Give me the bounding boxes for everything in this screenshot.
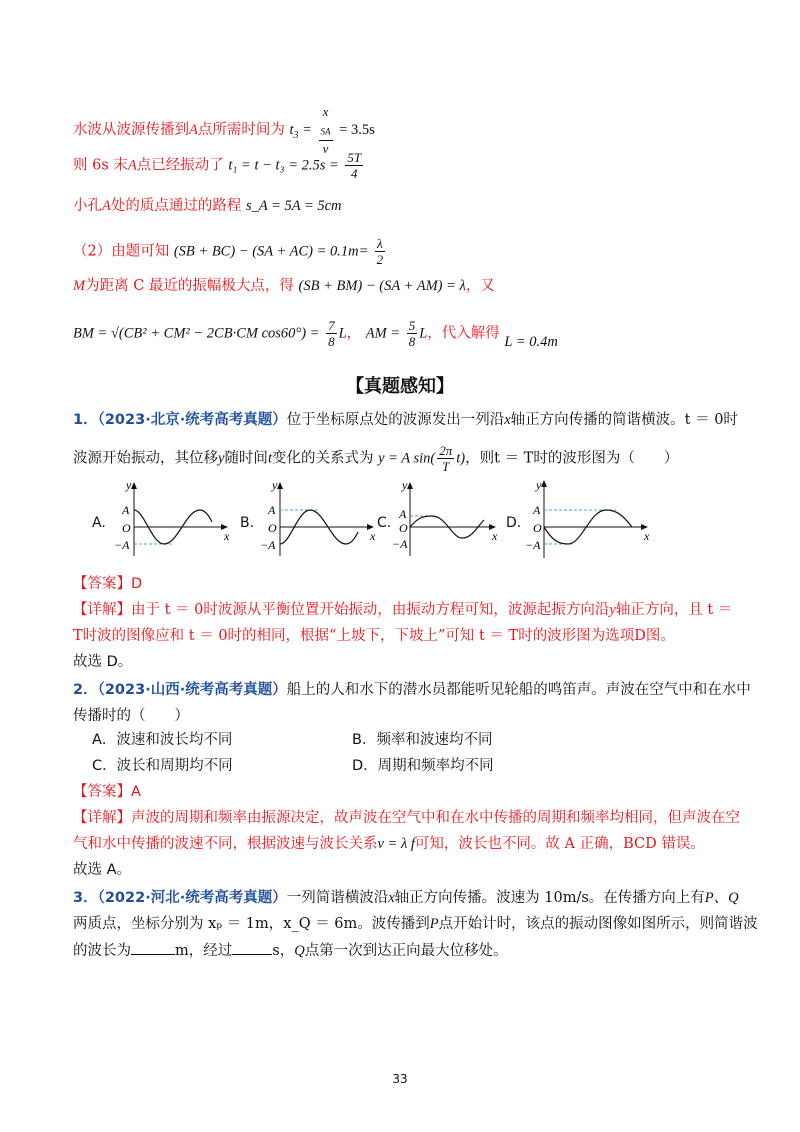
section-title: 【真题感知】 [346,376,454,397]
q1-answer: 【答案】D [73,576,143,592]
q1-conclusion: 故选 D。 [73,654,133,670]
q2-option-d[interactable]: D．周期和频率均不同 [352,758,494,774]
q1-option-b-label[interactable]: B. [240,515,255,531]
solution-line-6: BM = √(CB² + CM² − 2CB·CM cos60°) = $\frac{7}{8}$ L， AM = $\frac{5}{8}$ L，代入解得 L = 0.4m [73,318,558,350]
page-number: 33 [392,1072,408,1086]
axis-x-label: x [644,529,650,543]
q1-detail-line-2: T时波的图像应和 t ＝ 0时的相同，根据“上坡下，下坡上”可知 t ＝ T时的波形图为选项D图。 [73,628,675,644]
axis-a-label: A [122,503,130,517]
axis-y-label: y [126,480,132,492]
axis-y-label: y [536,478,542,492]
axis-y-label: y [402,480,408,492]
q1-detail-line-1: 【详解】由于 t ＝ 0时波源从平衡位置开始振动，由振动方程可知，波源起振方向沿y轴正方向，且 t ＝ [73,602,733,618]
q1-option-d-label[interactable]: D. [506,515,522,531]
q2-line-1: 2．（2023·山西·统考高考真题）船上的人和水下的潜水员都能听见轮船的鸣笛声。声波在空气中和在水中 [73,682,751,698]
q1-option-d-graph[interactable] [524,478,654,562]
q2-answer: 【答案】A [73,784,141,800]
q2-option-a[interactable]: A．波速和波长均不同 [92,732,233,748]
axis-neg-a-label: −A [260,538,276,552]
axis-o-label: O [533,521,542,535]
q3-blank-wavelength[interactable] [131,940,175,955]
axis-neg-a-label: −A [114,538,130,552]
q2-option-c[interactable]: C．波长和周期均不同 [92,758,233,774]
q3-blank-time[interactable] [232,940,272,955]
axis-y-label: y [272,480,278,492]
solution-line-1: 水波从波源传播到A点所需时间为 $t_3$ = x $_{SA}$ v = 3.5s [73,104,375,156]
q3-line-2: 两质点，坐标分别为 xₚ ＝ 1m，x_Q ＝ 6m。波传播到P点开始计时，该点的振动图像如图所示，则简谐波 [73,916,758,932]
q1-option-a-label[interactable]: A. [92,515,106,531]
axis-neg-a-label: −A [392,537,408,551]
axis-x-label: x [224,529,230,543]
axis-a-label: A [399,507,407,521]
q3-line-3: 的波长为 m，经过 s，Q点第一次到达正向最大位移处。 [73,940,508,961]
axis-o-label: O [268,521,277,535]
q1-option-b-graph[interactable] [258,480,378,560]
q1-line-2: 波源开始振动，其位移y随时间t变化的关系式为 y = A sin( $\frac{2\pi}{T}$ t)，则t ＝ T时的波形图为（ ） [73,443,679,474]
axis-a-label: A [533,503,541,517]
solution-line-4: （2）由题可知 (SB + BC) − (SA + AC) = 0.1m= $\frac{\lambda}{2}$ [73,236,384,267]
solution-line-2: 则 6s 末A点已经振动了 t₁ = t − t₃ = 2.5s = $\frac{5T}{4}$ [73,150,362,181]
axis-neg-a-label: −A [525,538,541,552]
q2-detail-line-1: 【详解】声波的周期和频率由振源决定，故声波在空气中和在水中传播的周期和频率均相同，但声波在空 [73,810,740,826]
axis-x-label: x [370,529,376,543]
axis-o-label: O [122,521,131,535]
solution-line-3: 小孔A处的质点通过的路程 s_A = 5A = 5cm [73,198,342,214]
q3-line-1: 3．（2022·河北·统考高考真题）一列简谐横波沿x轴正方向传播。波速为 10m/s。在传播方向上有P、Q [73,890,739,906]
q2-detail-line-2: 气和水中传播的波速不同，根据波速与波长关系v = λ f可知，波长也不同。故 A 正确，BCD 错误。 [73,836,705,852]
axis-o-label: O [399,521,408,535]
axis-x-label: x [492,529,498,543]
axis-a-label: A [268,503,276,517]
q2-option-b[interactable]: B．频率和波速均不同 [352,732,493,748]
q1-option-c-graph[interactable] [392,480,502,560]
q1-option-a-graph[interactable] [112,480,232,560]
solution-line-5: M为距离 C 最近的振幅极大点，得 (SB + BM) − (SA + AM) = λ，又 [73,278,495,294]
q1-option-c-label[interactable]: C. [377,515,392,531]
q2-conclusion: 故选 A。 [73,862,132,878]
q1-line-1: 1．（2023·北京·统考高考真题）位于坐标原点处的波源发出一列沿x轴正方向传播的简谐横波。t ＝ 0时 [73,412,738,428]
q2-line-2: 传播时的（ ） [73,708,189,724]
